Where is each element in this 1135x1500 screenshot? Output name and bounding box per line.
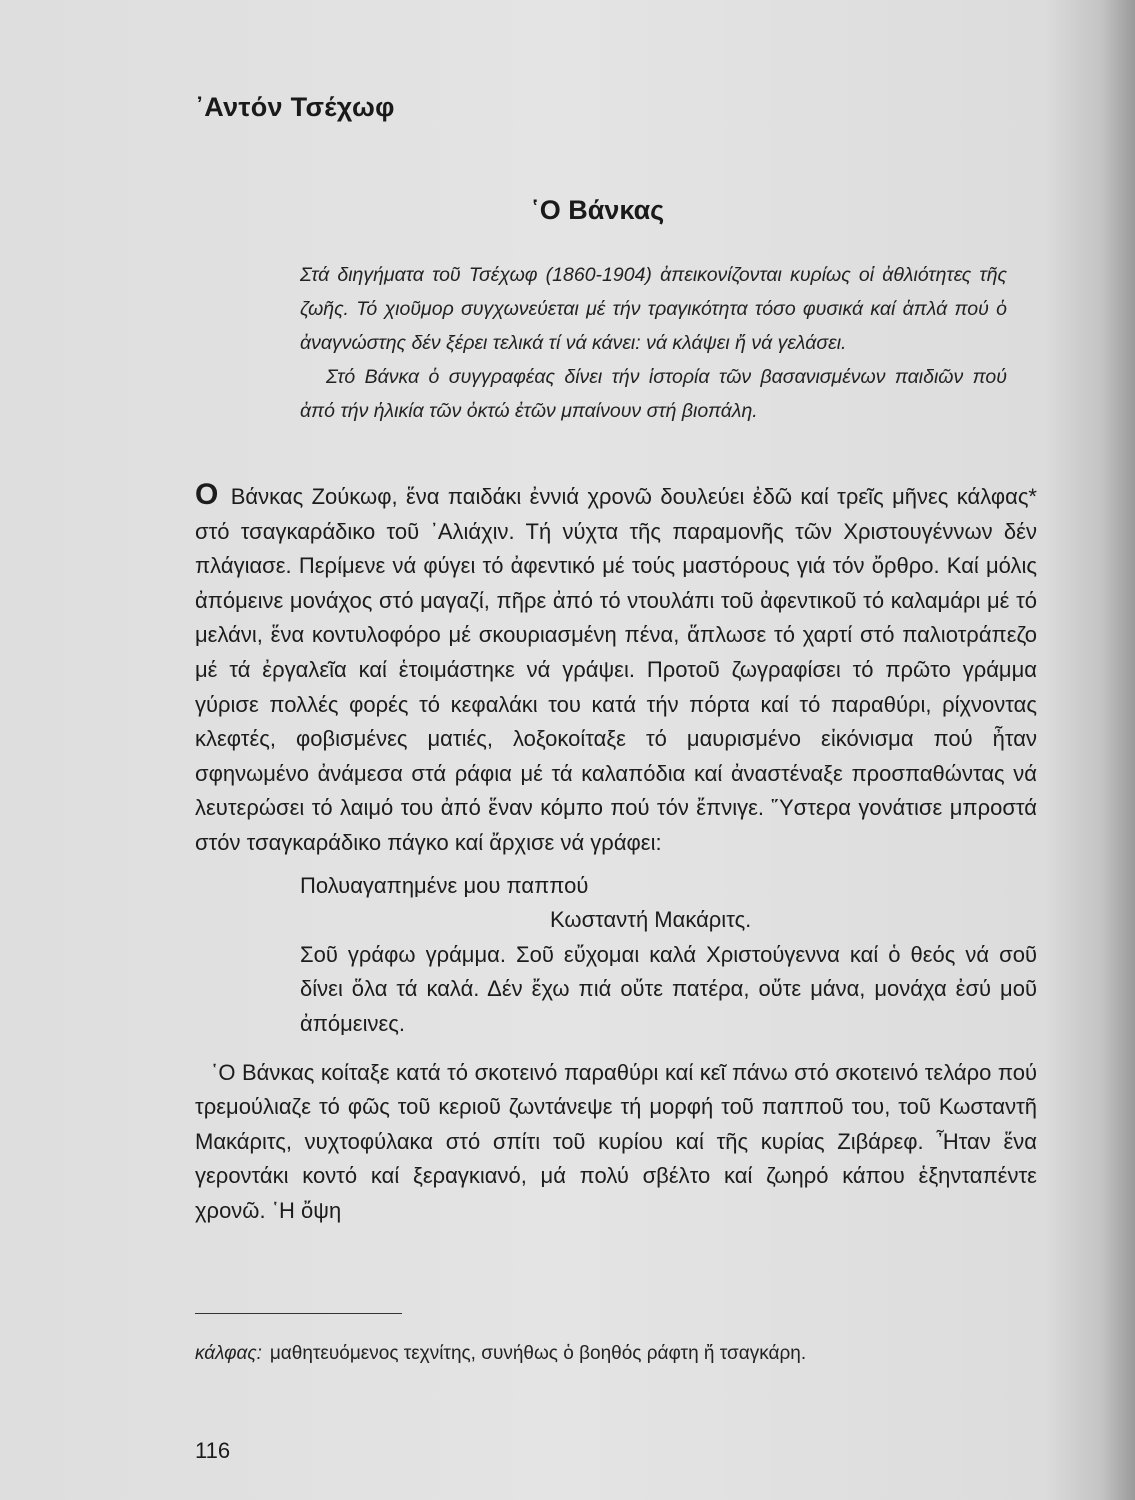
story-body — [195, 480, 1037, 1228]
footnote-divider — [195, 1313, 402, 1314]
intro-paragraph-2: Στό Βάνκα ὁ συγγραφέας δίνει τήν ἱστορία τῶν βασανισμένων παιδιῶν πού ἀπό τήν ἡλικία τῶν ὀκτώ ἐτῶν μπαίνουν στή βιοπάλη. — [300, 366, 1007, 422]
body-paragraph-1-text: Βάνκας Ζούκωφ, ἕνα παιδάκι ἐννιά χρονῶ δουλεύει ἐδῶ καί τρεῖς μῆνες κάλφας* στό τσαγκαράδικο τοῦ ᾽Αλιάχιν. Τή νύχτα τῆς παραμονῆς τῶν Χριστουγέννων δέν πλάγιασε. Περίμενε νά φύγει τό ἀφεντικό μέ τούς μαστόρους γιά τόν ὄρθρο. Καί μόλις ἀπόμεινε μονάχος στό μαγαζί, πῆρε ἀπό τό ντουλάπι τοῦ ἀφεντικοῦ τό καλαμάρι μέ τό μελάνι, ἕνα κοντυλοφόρο μέ σκουριασμένη πένα, ἅπλωσε τό χαρτί στό παλιοτράπεζο μέ τά ἐργαλεῖα καί ἑτοιμάστηκε νά γράψει. Προτοῦ ζωγραφίσει τό πρῶτο γράμμα γύρισε πολλές φορές τό κεφαλάκι του κατά τήν πόρτα καί τό παραθύρι, ρίχνοντας κλεφτές, φοβισμένες ματιές, λοξοκοίταξε τό μαυρισμένο εἰκόνισμα πού ἦταν σφηνωμένο ἀνάμεσα στά ράφια μέ τά καλαπόδια καί ἀναστέναξε προσπαθώντας νά λευτερώσει τό λαιμό του ἀπό ἕναν κόμπο πού τόν ἔπνιγε. Ὕστερα γονάτισε μπροστά στόν τσαγκαράδικο πάγκο καί ἄρχισε νά γράφει: — [195, 484, 1037, 855]
letter-greeting-line-1: Πολυαγαπημένε μου παππού — [300, 872, 589, 898]
body-paragraph-2: ῾Ο Βάνκας κοίταξε κατά τό σκοτεινό παραθύρι καί κεῖ πάνω στό σκοτεινό τελάρο πού τρεμούλιαζε τό φῶς τοῦ κεριοῦ ζωντάνεψε τή μορφή τοῦ παπποῦ του, τοῦ Κωσταντῆ Μακάριτς, νυχτοφύλακα στό σπίτι τοῦ κυρίου καί τῆς κυρίας Ζιβάρεφ. Ἦταν ἕνα γεροντάκι κοντό καί ξεραγκιανό, μά πολύ σβέλτο καί ζωηρό κάπου ἑξηνταπέντε χρονῶ. ῾Η ὄψη — [195, 1059, 1037, 1223]
footnote — [195, 1343, 1037, 1365]
footnote-term: κάλφας: — [195, 1343, 262, 1364]
letter-block — [300, 869, 1037, 1042]
letter-body: Σοῦ γράφω γράμμα. Σοῦ εὔχομαι καλά Χριστούγεννα καί ὁ θεός νά σοῦ δίνει ὅλα τά καλά. Δέν ἔχω πιά οὔτε πατέρα, οὔτε μάνα, μονάχα ἐσύ μοῦ ἀπόμεινες. — [300, 941, 1037, 1036]
footnote-definition: μαθητευόμενος τεχνίτης, συνήθως ὁ βοηθός ράφτη ἤ τσαγκάρη. — [269, 1343, 807, 1364]
story-title: ῾Ο Βάνκας — [530, 195, 665, 225]
author-heading: ᾽Αντόν Τσέχωφ — [195, 92, 395, 122]
page-number: 116 — [195, 1438, 231, 1463]
intro-section — [300, 258, 1007, 428]
drop-cap: Ο — [195, 478, 219, 511]
letter-greeting-line-2: Κωσταντή Μακάριτς. — [550, 907, 752, 933]
intro-paragraph-1: Στά διηγήματα τοῦ Τσέχωφ (1860-1904) ἀπεικονίζονται κυρίως οἱ ἀθλιότητες τῆς ζωῆς. Τό χιοῦμορ συγχωνεύεται μέ τήν τραγικότητα τόσο φυσικά καί ἁπλά πού ὁ ἀναγνώστης δέν ξέρει τελικά τί νά κάνει: νά κλάψει ἤ νά γελάσει. — [300, 264, 1007, 354]
body-paragraph-1 — [195, 480, 1037, 861]
